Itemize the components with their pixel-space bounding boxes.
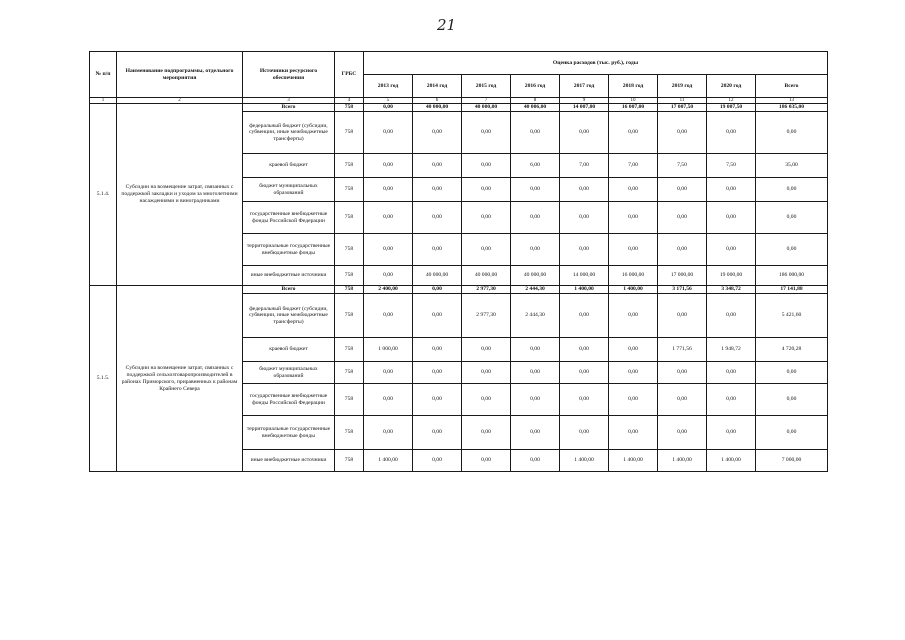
year-value: 0,00 [658,416,707,450]
total-value: 186 035,00 [756,104,828,112]
year-value: 2 400,00 [364,286,413,294]
year-value: 0,00 [413,234,462,266]
year-value: 2 977,30 [462,294,511,338]
total-row [90,104,828,112]
grbs-code: 758 [335,202,364,234]
year-value: 0,00 [511,416,560,450]
header-year: 2020 год [707,75,756,98]
year-value: 0,00 [609,112,658,154]
year-value: 0,00 [609,294,658,338]
header-grbs: ГРБС [335,52,364,98]
year-value: 1 948,72 [707,338,756,362]
year-value: 0,00 [707,202,756,234]
year-value: 0,00 [560,234,609,266]
year-value: 0,00 [560,178,609,202]
year-value: 0,00 [511,384,560,416]
year-value: 0,00 [511,450,560,472]
year-value: 0,00 [462,234,511,266]
year-value: 0,00 [462,112,511,154]
total-value: 186 000,00 [756,266,828,286]
year-value: 0,00 [511,234,560,266]
year-value: 1 400,00 [560,286,609,294]
total-value: 0,00 [756,202,828,234]
year-value: 0,00 [413,178,462,202]
year-value: 0,00 [609,416,658,450]
year-value: 0,00 [707,178,756,202]
funding-source: иные внебюджетные источники [243,450,335,472]
year-value: 7,00 [609,154,658,178]
funding-source: территориальные государственные внебюджетные фонды [243,234,335,266]
funding-source: Всего [243,286,335,294]
year-value: 2 977,30 [462,286,511,294]
header-sources: Источники ресурсного обеспечения [243,52,335,98]
year-value: 0,00 [413,286,462,294]
total-value: 7 000,00 [756,450,828,472]
year-value: 0,00 [364,294,413,338]
year-value: 0,00 [658,362,707,384]
total-value: 4 720,28 [756,338,828,362]
year-value: 0,00 [658,112,707,154]
year-value: 1 400,00 [658,450,707,472]
year-value: 0,00 [462,384,511,416]
total-value: 35,00 [756,154,828,178]
grbs-code: 758 [335,234,364,266]
year-value: 40 000,00 [462,104,511,112]
year-value: 0,00 [364,234,413,266]
column-number: 7 [462,98,511,104]
year-value: 0,00 [413,416,462,450]
year-value: 1 400,00 [364,450,413,472]
year-value: 0,00 [364,202,413,234]
year-value: 0,00 [609,384,658,416]
year-value: 1 400,00 [707,450,756,472]
total-value: 0,00 [756,112,828,154]
column-number: 3 [243,98,335,104]
year-value: 0,00 [707,112,756,154]
year-value: 1 400,00 [609,286,658,294]
year-value: 1 400,00 [560,450,609,472]
year-value: 0,00 [462,338,511,362]
funding-source: федеральный бюджет (субсидии, субвенции, иные межбюджетные трансферты) [243,112,335,154]
column-number: 12 [707,98,756,104]
year-value: 0,00 [364,416,413,450]
column-number: 2 [117,98,243,104]
header-row-top [90,52,828,75]
year-value: 0,00 [560,112,609,154]
year-value: 0,00 [462,450,511,472]
grbs-code: 758 [335,286,364,294]
year-value: 0,00 [413,338,462,362]
grbs-code: 758 [335,104,364,112]
year-value: 0,00 [511,202,560,234]
year-value: 0,00 [609,338,658,362]
year-value: 1 400,00 [609,450,658,472]
year-value: 0,00 [658,384,707,416]
year-value: 0,00 [609,202,658,234]
grbs-code: 758 [335,450,364,472]
year-value: 0,00 [707,294,756,338]
year-value: 16 007,00 [609,104,658,112]
year-value: 7,50 [658,154,707,178]
year-value: 0,00 [560,416,609,450]
grbs-code: 758 [335,338,364,362]
total-value: 0,00 [756,362,828,384]
funding-source: бюджет муниципальных образований [243,362,335,384]
section-number: 5.1.5. [90,286,117,472]
header-year: 2017 год [560,75,609,98]
grbs-code: 758 [335,294,364,338]
year-value: 3 171,56 [658,286,707,294]
year-value: 1 771,56 [658,338,707,362]
column-number: 8 [511,98,560,104]
total-value: 0,00 [756,416,828,450]
year-value: 0,00 [462,154,511,178]
year-value: 0,00 [413,450,462,472]
year-value: 40 000,00 [413,104,462,112]
funding-source: краевой бюджет [243,154,335,178]
year-value: 19 007,50 [707,104,756,112]
year-value: 0,00 [364,154,413,178]
year-value: 6,00 [511,154,560,178]
year-value: 0,00 [658,234,707,266]
year-value: 0,00 [560,384,609,416]
year-value: 40 000,00 [511,266,560,286]
year-value: 0,00 [707,384,756,416]
year-value: 0,00 [413,384,462,416]
page-number: 21 [437,16,457,34]
column-number: 5 [364,98,413,104]
year-value: 0,00 [560,338,609,362]
year-value: 0,00 [658,202,707,234]
year-value: 0,00 [511,338,560,362]
total-value: 5 421,60 [756,294,828,338]
year-value: 0,00 [560,202,609,234]
header-num: № п/п [90,52,117,98]
year-value: 0,00 [462,178,511,202]
year-value: 0,00 [560,362,609,384]
total-value: 0,00 [756,234,828,266]
year-value: 2 444,30 [511,294,560,338]
year-value: 0,00 [609,178,658,202]
year-value: 7,00 [560,154,609,178]
funding-source: государственные внебюджетные фонды Российской Федерации [243,202,335,234]
year-value: 3 348,72 [707,286,756,294]
header-year: 2014 год [413,75,462,98]
year-value: 19 000,00 [707,266,756,286]
year-value: 2 444,30 [511,286,560,294]
year-value: 0,00 [707,362,756,384]
column-number: 4 [335,98,364,104]
year-value: 0,00 [609,234,658,266]
grbs-code: 758 [335,112,364,154]
funding-source: бюджет муниципальных образований [243,178,335,202]
year-value: 0,00 [511,362,560,384]
column-number: 11 [658,98,707,104]
year-value: 0,00 [511,112,560,154]
grbs-code: 758 [335,154,364,178]
year-value: 0,00 [413,294,462,338]
year-value: 40 006,00 [511,104,560,112]
section-number: 5.1.4. [90,104,117,286]
year-value: 17 000,00 [658,266,707,286]
grbs-code: 758 [335,178,364,202]
total-row [90,286,828,294]
year-value: 0,00 [609,362,658,384]
year-value: 17 007,50 [658,104,707,112]
header-total: Всего [756,75,828,98]
year-value: 40 000,00 [462,266,511,286]
year-value: 0,00 [413,154,462,178]
funding-source: краевой бюджет [243,338,335,362]
year-value: 0,00 [413,112,462,154]
year-value: 0,00 [364,362,413,384]
grbs-code: 758 [335,384,364,416]
column-number: 1 [90,98,117,104]
header-year: 2015 год [462,75,511,98]
year-value: 0,00 [462,202,511,234]
year-value: 7,50 [707,154,756,178]
header-name: Наименование подпрограммы, отдельного мероприятия [117,52,243,98]
column-number: 6 [413,98,462,104]
funding-source: федеральный бюджет (субсидии, субвенции, иные межбюджетные трансферты) [243,294,335,338]
year-value: 0,00 [707,416,756,450]
budget-table [89,51,828,472]
total-value: 17 141,88 [756,286,828,294]
column-number: 9 [560,98,609,104]
year-value: 0,00 [364,112,413,154]
grbs-code: 758 [335,266,364,286]
column-number: 10 [609,98,658,104]
year-value: 16 000,00 [609,266,658,286]
year-value: 0,00 [511,178,560,202]
funding-source: иные внебюджетные источники [243,266,335,286]
year-value: 0,00 [707,234,756,266]
header-year: 2016 год [511,75,560,98]
year-value: 40 000,00 [413,266,462,286]
funding-source: территориальные государственные внебюджетные фонды [243,416,335,450]
section-name: Субсидии на возмещение затрат, связанных с поддержкой сельхозтоваропроизводителей в районах Приморского, приравненных к районам Крайнего Севера [117,286,243,472]
table-body [90,104,828,472]
year-value: 0,00 [364,384,413,416]
year-value: 14 007,00 [560,104,609,112]
grbs-code: 758 [335,362,364,384]
header-estimate: Оценка расходов (тыс. руб.), годы [364,52,828,75]
total-value: 0,00 [756,178,828,202]
year-value: 0,00 [364,178,413,202]
year-value: 0,00 [462,416,511,450]
section-name: Субсидии на возмещение затрат, связанных с поддержкой закладки и уходом за многолетними насаждениями и виноградниками [117,104,243,286]
year-value: 1 000,00 [364,338,413,362]
header-year: 2018 год [609,75,658,98]
year-value: 0,00 [413,202,462,234]
year-value: 14 000,00 [560,266,609,286]
column-number: 13 [756,98,828,104]
budget-table-container [89,51,805,472]
year-value: 0,00 [413,362,462,384]
year-value: 0,00 [658,294,707,338]
funding-source: государственные внебюджетные фонды Российской Федерации [243,384,335,416]
year-value: 0,00 [658,178,707,202]
year-value: 0,00 [364,266,413,286]
funding-source: Всего [243,104,335,112]
year-value: 0,00 [560,294,609,338]
header-year: 2013 год [364,75,413,98]
total-value: 0,00 [756,384,828,416]
grbs-code: 758 [335,416,364,450]
header-year: 2019 год [658,75,707,98]
year-value: 0,00 [462,362,511,384]
year-value: 0,00 [364,104,413,112]
